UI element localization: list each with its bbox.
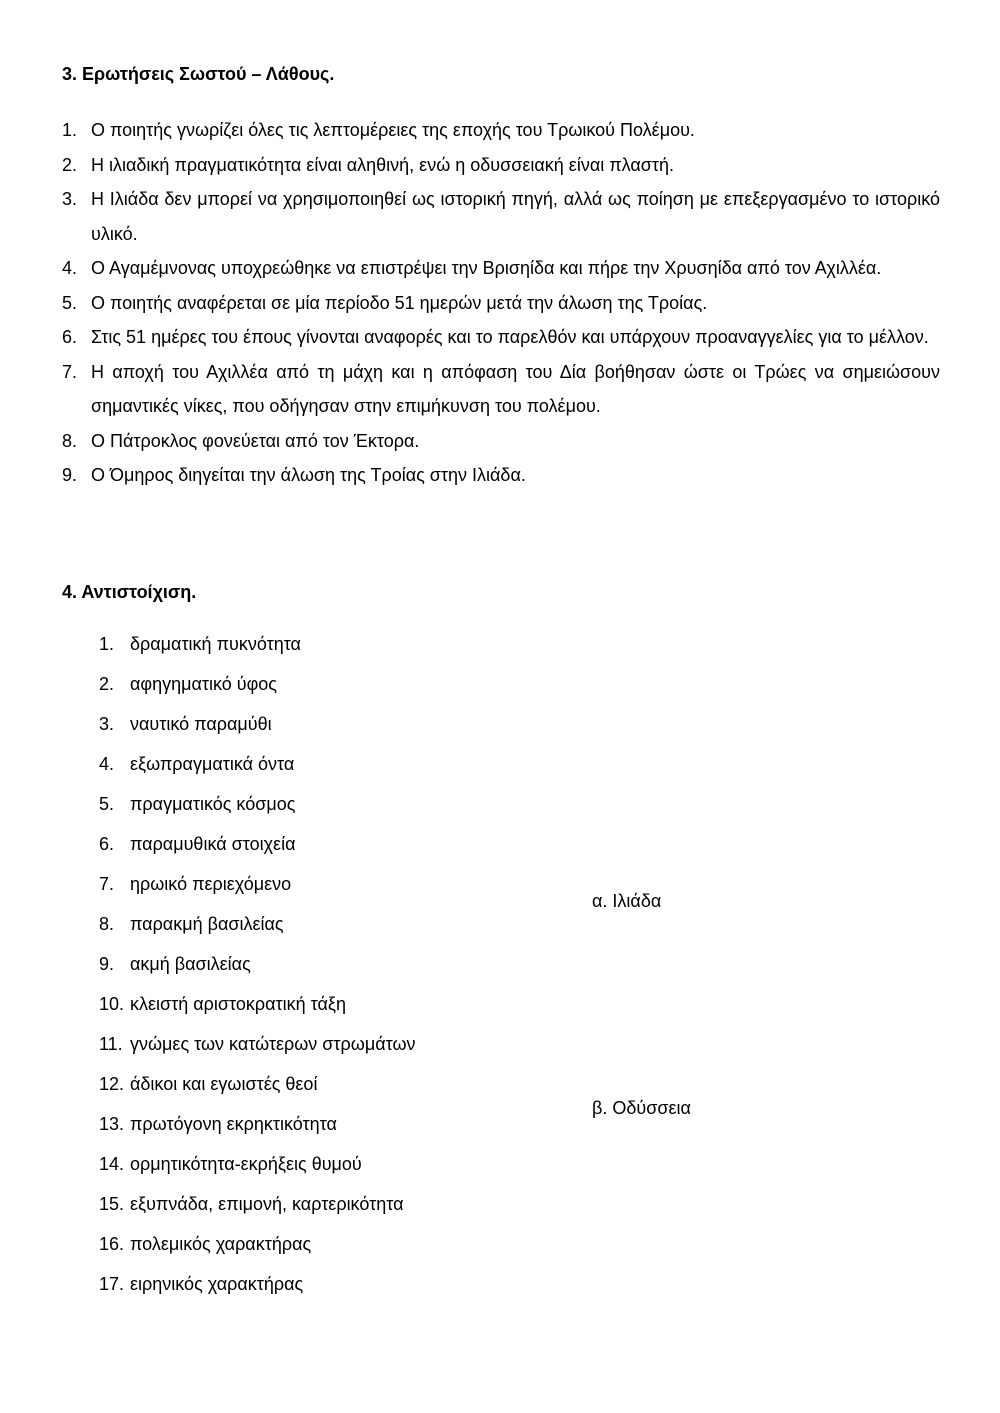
- item-number: 5.: [99, 794, 115, 814]
- list-item: [62, 320, 940, 355]
- list-item: [99, 1267, 416, 1307]
- item-text: άδικοι και εγωιστές θεοί: [130, 1074, 318, 1094]
- item-text: ναυτικό παραμύθι: [130, 714, 272, 734]
- section-4-title: 4. Αντιστοίχιση.: [62, 582, 197, 602]
- list-item: [99, 867, 416, 907]
- match-target-iliad: α. Ιλιάδα: [592, 891, 662, 911]
- list-item: [62, 355, 940, 424]
- list-item: [62, 458, 940, 493]
- item-text: Ο ποιητής αναφέρεται σε μία περίοδο 51 ημερών μετά την άλωση της Τροίας.: [91, 292, 708, 313]
- item-number: 8.: [99, 914, 115, 934]
- item-number: 4.: [62, 258, 78, 278]
- list-item: [99, 787, 416, 827]
- item-text: κλειστή αριστοκρατική τάξη: [130, 994, 346, 1014]
- item-number: 16.: [99, 1234, 125, 1254]
- list-item: [99, 907, 416, 947]
- item-number: 13.: [99, 1114, 125, 1134]
- list-item: [62, 251, 940, 286]
- list-item: [62, 286, 940, 321]
- item-text: Ο ποιητής γνωρίζει όλες τις λεπτομέρειες της εποχής του Τρωικού Πολέμου.: [91, 120, 695, 140]
- list-item: [99, 987, 416, 1027]
- true-false-list: [62, 113, 940, 493]
- item-text: εξυπνάδα, επιμονή, καρτερικότητα: [130, 1194, 404, 1214]
- item-number: 7.: [62, 361, 78, 382]
- item-number: 11.: [99, 1034, 123, 1054]
- item-text: παραμυθικά στοιχεία: [130, 834, 296, 854]
- section-3-title: 3. Ερωτήσεις Σωστού – Λάθους.: [62, 64, 335, 84]
- item-number: 5.: [62, 292, 78, 313]
- item-number: 15.: [99, 1194, 125, 1214]
- list-item: [62, 424, 940, 459]
- item-number: 12.: [99, 1074, 125, 1094]
- list-item: [99, 1027, 416, 1067]
- item-number: 10.: [99, 994, 125, 1014]
- list-item: [99, 747, 416, 787]
- item-text: ηρωικό περιεχόμενο: [130, 874, 292, 894]
- list-item: [99, 667, 416, 707]
- item-number: 2.: [62, 154, 78, 175]
- item-number: 8.: [62, 430, 78, 451]
- item-number: 17.: [99, 1274, 125, 1294]
- list-item: [99, 1067, 416, 1107]
- matching-list: [99, 627, 416, 1307]
- item-number: 6.: [99, 834, 115, 854]
- list-item: [99, 707, 416, 747]
- list-item: [62, 148, 940, 183]
- item-number: 7.: [99, 874, 115, 894]
- item-text: Στις 51 ημέρες του έπους γίνονται αναφορές και το παρελθόν και υπάρχουν προαναγγελίες για το μέλλον.: [91, 327, 929, 347]
- item-text: πολεμικός χαρακτήρας: [130, 1234, 312, 1254]
- item-text: Η αποχή του Αχιλλέα από τη μάχη και η απόφαση του Δία βοήθησαν ώστε οι Τρώες να σημειώσουν σημαντικές νίκες, που οδήγησαν στην επιμήκυνση του πολέμου.: [91, 361, 940, 416]
- item-text: πρωτόγονη εκρηκτικότητα: [130, 1114, 337, 1134]
- item-number: 1.: [62, 120, 78, 140]
- item-number: 3.: [99, 714, 115, 734]
- item-text: ορμητικότητα-εκρήξεις θυμού: [130, 1154, 362, 1174]
- list-item: [62, 182, 940, 251]
- item-number: 14.: [99, 1154, 125, 1174]
- item-number: 3.: [62, 189, 78, 209]
- item-number: 6.: [62, 327, 78, 347]
- item-text: Ο Όμηρος διηγείται την άλωση της Τροίας στην Ιλιάδα.: [91, 465, 526, 485]
- item-number: 2.: [99, 674, 115, 694]
- item-number: 1.: [99, 634, 115, 654]
- item-text: Ο Πάτροκλος φονεύεται από τον Έκτορα.: [91, 430, 420, 451]
- item-text: ειρηνικός χαρακτήρας: [130, 1274, 304, 1294]
- list-item: [99, 827, 416, 867]
- item-number: 4.: [99, 754, 115, 774]
- match-target-odyssey: β. Οδύσσεια: [592, 1098, 691, 1118]
- item-text: εξωπραγματικά όντα: [130, 754, 295, 774]
- list-item: [99, 947, 416, 987]
- list-item: [99, 1187, 416, 1227]
- list-item: [99, 1227, 416, 1267]
- item-text: Ο Αγαμέμνονας υποχρεώθηκε να επιστρέψει την Βρισηίδα και πήρε την Χρυσηίδα από τον Αχιλλέα.: [91, 258, 882, 278]
- list-item: [99, 1107, 416, 1147]
- item-text: παρακμή βασιλείας: [130, 914, 284, 934]
- item-text: Η Ιλιάδα δεν μπορεί να χρησιμοποιηθεί ως ιστορική πηγή, αλλά ως ποίηση με επεξεργασμένο το ιστορικό υλικό.: [91, 189, 940, 244]
- item-number: 9.: [62, 465, 78, 485]
- item-number: 9.: [99, 954, 115, 974]
- list-item: [99, 1147, 416, 1187]
- item-text: αφηγηματικό ύφος: [130, 674, 277, 694]
- item-text: δραματική πυκνότητα: [130, 634, 301, 654]
- item-text: γνώμες των κατώτερων στρωμάτων: [130, 1034, 416, 1054]
- list-item: [62, 113, 940, 148]
- item-text: Η ιλιαδική πραγματικότητα είναι αληθινή, ενώ η οδυσσειακή είναι πλαστή.: [91, 154, 675, 175]
- list-item: [99, 627, 416, 667]
- item-text: πραγματικός κόσμος: [130, 794, 296, 814]
- item-text: ακμή βασιλείας: [130, 954, 251, 974]
